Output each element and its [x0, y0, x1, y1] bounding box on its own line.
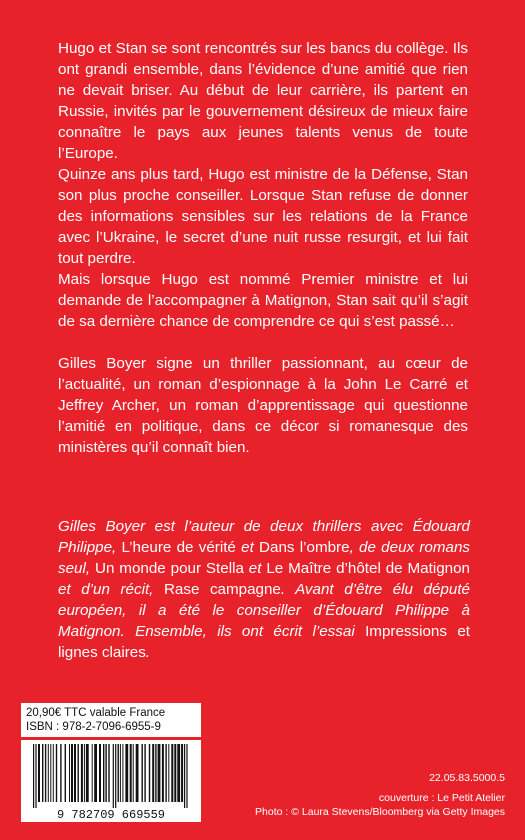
barcode-bar	[118, 744, 119, 802]
price-box	[21, 703, 201, 737]
photo-credit: Photo : © Laura Stevens/Bloomberg via Getty Images	[255, 806, 505, 818]
barcode-bar	[162, 744, 164, 802]
barcode-bar	[69, 744, 70, 802]
barcode-bar	[60, 744, 61, 802]
bio-text: Gilles Boyer est l’auteur de deux thrillers avec Édouard Philippe,	[58, 518, 470, 556]
barcode-bar	[144, 744, 145, 802]
bio-text: , de deux romans seul,	[58, 539, 470, 577]
isbn-label: ISBN : 978-2-7096-6955-9	[26, 721, 161, 733]
barcode-digits: 9 782709 669559	[56, 808, 166, 822]
barcode-bar	[136, 744, 139, 802]
barcode-bar	[115, 744, 116, 808]
book-title: Impressions et lignes claires	[58, 623, 470, 661]
barcode-bar	[50, 744, 51, 802]
barcode-bar	[56, 744, 57, 802]
barcode-bar	[45, 744, 46, 802]
barcode-bar	[120, 744, 121, 802]
barcode-bar	[130, 744, 132, 802]
barcode-bar	[125, 744, 128, 802]
barcode-bar	[86, 744, 89, 802]
price-label: 20,90€ TTC valable France	[26, 707, 166, 719]
barcode-bar	[92, 744, 93, 802]
barcode-bar	[155, 744, 156, 802]
bio-text: et d’un récit,	[58, 581, 164, 598]
barcode-bar	[149, 744, 150, 802]
print-reference: 22.05.83.5000.5	[429, 772, 505, 784]
paragraph-spacer	[58, 332, 468, 353]
barcode-bar	[33, 744, 34, 808]
book-title: Dans l’ombre	[259, 539, 350, 556]
bio-text: et	[243, 560, 267, 577]
barcode-bar	[71, 744, 73, 802]
author-bio	[58, 516, 470, 663]
synopsis-paragraph-2: Quinze ans plus tard, Hugo est ministre de la Défense, Stan son plus proche conseiller. Lorsque Stan refuse de donner des informations sensibles sur les relations de la France avec l’Ukraine, le secret d’une nuit russe resurgit, et lui fait tout perdre.	[58, 166, 468, 267]
synopsis-paragraph-1: Hugo et Stan se sont rencontrés sur les bancs du collège. Ils ont grandi ensemble, dans l’évidence d’une amitié que rien ne devait briser. Au début de leur carrière, ils partent en Russie, invités par le gouvernement désireux de mieux faire connaître le pays aux jeunes talents venus de toute l’Europe.	[58, 40, 468, 162]
barcode-bar	[177, 744, 180, 802]
cover-credit: couverture : Le Petit Atelier	[378, 792, 505, 804]
barcode-bar	[38, 744, 40, 802]
barcode-bar	[103, 744, 104, 802]
barcode-bar	[42, 744, 43, 802]
barcode-bar	[186, 744, 187, 808]
barcode-bar	[94, 744, 97, 802]
barcode-bar	[152, 744, 154, 802]
barcode-bar	[81, 744, 83, 802]
barcode-bar	[142, 744, 143, 802]
barcode-bar	[53, 744, 54, 802]
barcode-bar	[168, 744, 169, 802]
bio-text: et	[235, 539, 260, 556]
barcode-bar	[133, 744, 134, 802]
barcode-bar	[171, 744, 173, 802]
synopsis-paragraph-3: Mais lorsque Hugo est nommé Premier ministre et lui demande de l’accompagner à Matignon, Stan sait qu’il s’agit de sa dernière chance de comprendre ce qui s’est passé…	[58, 271, 468, 330]
barcode	[21, 740, 201, 822]
book-title: L’heure de vérité	[121, 539, 236, 556]
synopsis-block	[58, 38, 468, 458]
book-title: Rase campagne	[163, 581, 281, 598]
book-title: Un monde pour Stella	[94, 560, 244, 577]
barcode-bar	[78, 744, 79, 802]
barcode-bar	[122, 744, 123, 802]
book-title: Le Maître d’hôtel de Matignon	[266, 560, 470, 577]
barcode-bar	[108, 744, 109, 802]
synopsis-paragraph-4: Gilles Boyer signe un thriller passionnant, au cœur de l’actualité, un roman d’espionnage à la John Le Carré et Jeffrey Archer, un roman d’apprentissage qui questionne l’amitié en politique, dans ce décor si romanesque des ministères qu’il connaît bien.	[58, 355, 468, 456]
barcode-bar	[48, 744, 49, 802]
barcode-graphic	[21, 740, 201, 822]
credits-block	[255, 771, 505, 819]
barcode-bar	[35, 744, 36, 808]
barcode-bar	[74, 744, 76, 802]
barcode-bar	[113, 744, 114, 808]
barcode-bar	[105, 744, 106, 802]
bio-text: .	[145, 644, 151, 661]
barcode-bar	[65, 744, 66, 802]
barcode-bar	[174, 744, 176, 802]
barcode-bar	[99, 744, 101, 802]
barcode-bar	[181, 744, 183, 802]
barcode-bar	[84, 744, 85, 802]
barcode-bar	[184, 744, 185, 808]
barcode-bar	[158, 744, 161, 802]
barcode-bar	[165, 744, 166, 802]
bio-text: . Avant d’être élu député européen, il a été le conseiller d’Édouard Philippe à Matignon. Ensemble, ils ont écrit l’essai	[58, 581, 470, 640]
